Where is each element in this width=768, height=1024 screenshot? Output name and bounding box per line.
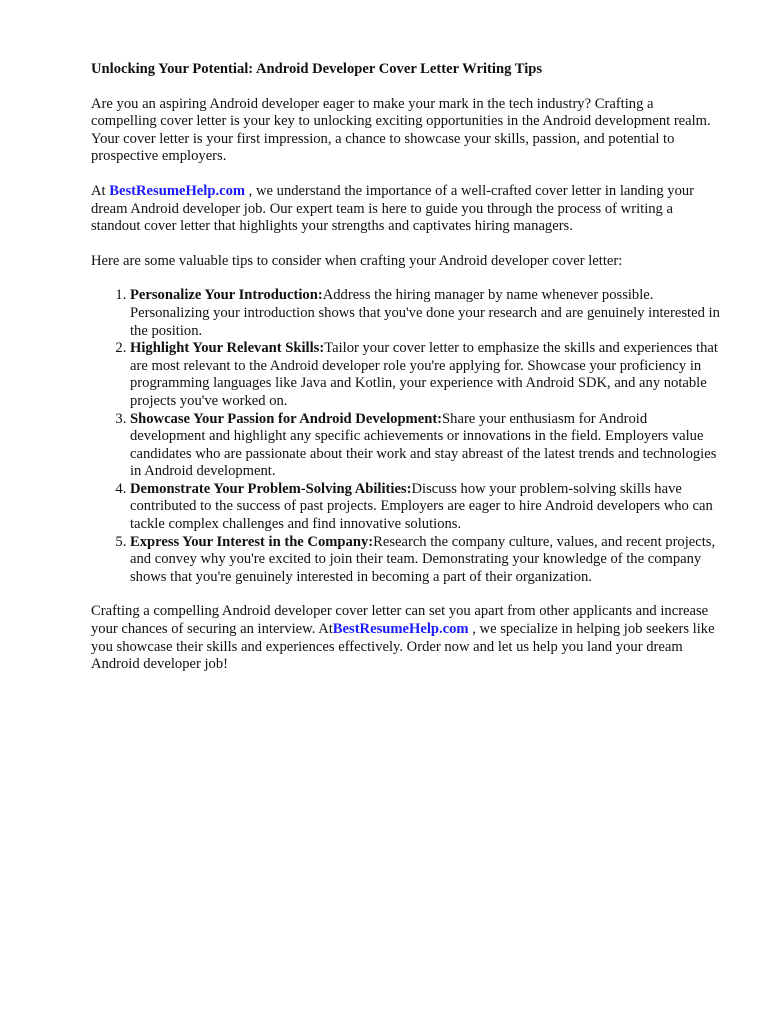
tip-item (130, 534, 721, 587)
intro-paragraph: Are you an aspiring Android developer eager to make your mark in the tech industry? Crafting a compelling cover letter is your key to unlocking exciting opportunities in the Android development realm. Your cover letter is your first impression, a chance to showcase your skills, passion, and potential to prospective employers. (91, 95, 711, 165)
tip-item (130, 411, 721, 481)
closing-paragraph (91, 603, 721, 673)
tip-item (130, 481, 721, 534)
tip-text: Share your enthusiasm for Android development and highlight any specific achievements or innovations in the field. Employers value candidates who are passionate about their work and stay abreast of the latest trends and technologies in Android development. (130, 410, 717, 480)
bestresumehelp-link[interactable]: BestResumeHelp.com (109, 182, 246, 199)
tips-list (91, 287, 721, 586)
tip-heading: Express Your Interest in the Company: (130, 533, 374, 550)
document-page (91, 61, 721, 691)
tip-heading: Personalize Your Introduction: (130, 287, 323, 304)
tip-text: Research the company culture, values, and recent projects, and convey why you're excited to join their team. Demonstrating your knowledge of the company shows that you're genuinely interested in becoming a part of their organization. (130, 533, 716, 585)
page-title: Unlocking Your Potential: Android Developer Cover Letter Writing Tips (91, 61, 543, 77)
tip-text: Address the hiring manager by name whenever possible. Personalizing your introduction shows that you've done your research and are genuinely interested in the position. (130, 287, 720, 339)
tips-intro-paragraph: Here are some valuable tips to consider when crafting your Android developer cover letter: (91, 252, 623, 269)
closing-paragraph-suffix: , we specialize in helping job seekers like you showcase their skills and experiences effectively. Order now and let us help you land your dream Android developer job! (91, 621, 715, 673)
tip-heading: Highlight Your Relevant Skills: (130, 340, 325, 357)
tip-item (130, 340, 721, 410)
company-paragraph-suffix: , we understand the importance of a well-crafted cover letter in landing your dream Android developer job. Our expert team is here to guide you through the process of writing a standout cover letter that highlights your strengths and captivates hiring managers. (91, 182, 695, 235)
tip-heading: Demonstrate Your Problem-Solving Abilities: (130, 480, 412, 497)
company-paragraph (91, 183, 721, 236)
company-paragraph-prefix: At (91, 182, 110, 199)
tip-item (130, 287, 721, 340)
tip-text: Discuss how your problem-solving skills have contributed to the success of past projects. Employers are eager to hire Android developers who can tackle complex challenges and find innovative solutions. (130, 480, 713, 533)
bestresumehelp-link-closing[interactable]: BestResumeHelp.com (332, 621, 469, 638)
tip-text: Tailor your cover letter to emphasize the skills and experiences that are most relevant to the Android developer role you're applying for. Showcase your proficiency in programming languages like Java and Kotlin, your experience with Android SDK, and any notable projects you've worked on. (130, 340, 718, 409)
tip-heading: Showcase Your Passion for Android Development: (130, 410, 443, 427)
closing-paragraph-prefix: Crafting a compelling Android developer cover letter can set you apart from other applicants and increase your chances of securing an interview. At (91, 603, 709, 638)
